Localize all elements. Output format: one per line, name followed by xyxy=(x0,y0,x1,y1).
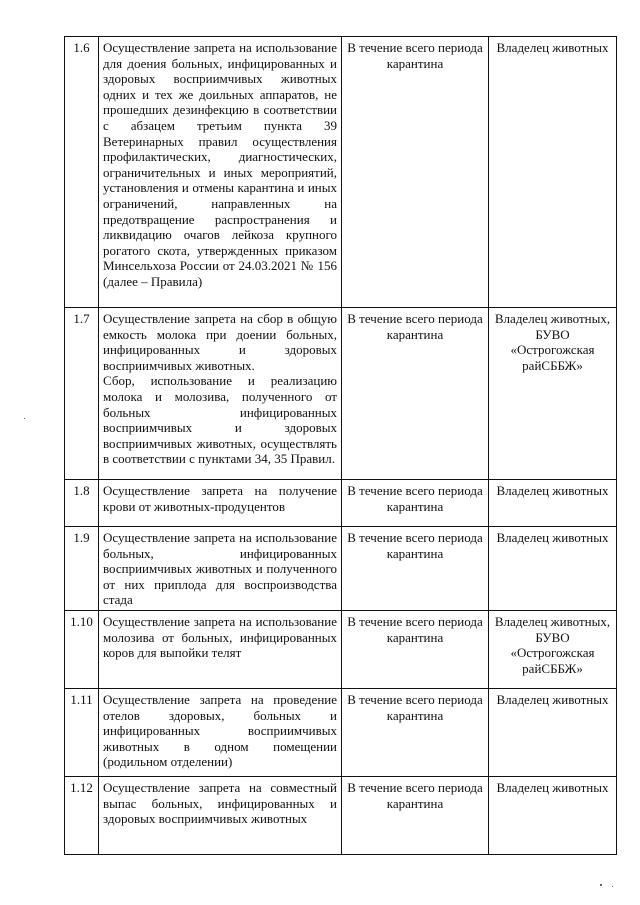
table-row xyxy=(65,776,617,854)
row-number: 1.10 xyxy=(65,610,99,688)
scan-speck xyxy=(24,418,25,419)
scan-speck xyxy=(612,886,613,887)
measure-description: Осуществление запрета на получение крови от животных-продуцентов xyxy=(99,480,342,527)
measure-description: Осуществление запрета на использование для доения больных, инфицированных и здоровых восприимчивых животных одних и тех же доильных аппаратов, не прошедших дезинфекцию в соответствии с абзацем третьим пункта 39 Ветеринарных правил осуществления профилактических, диагностических, ограничительных и иных мероприятий, установления и отмены карантина и иных ограничений, направленных на предотвращение распространения и ликвидацию очагов лейкоза крупного рогатого скота, утвержденных приказом Минсельхоза России от 24.03.2021 № 156 (далее – Правила) xyxy=(99,37,342,308)
row-number: 1.6 xyxy=(65,37,99,308)
measure-term: В течение всего периода карантина xyxy=(342,610,489,688)
responsible-party: Владелец животных xyxy=(489,480,617,527)
responsible-party: Владелец животных xyxy=(489,688,617,776)
measure-description: Осуществление запрета на использование больных, инфицированных восприимчивых животных и полученного от них приплода для воспроизводства стада xyxy=(99,527,342,611)
table-row xyxy=(65,308,617,480)
responsible-party: Владелец животных xyxy=(489,776,617,854)
responsible-party: Владелец животных, БУВО «Острогожская райСББЖ» xyxy=(489,610,617,688)
measure-description: Осуществление запрета на использование молозива от больных, инфицированных коров для выпойки телят xyxy=(99,610,342,688)
row-number: 1.11 xyxy=(65,688,99,776)
row-number: 1.8 xyxy=(65,480,99,527)
table-row xyxy=(65,480,617,527)
table-row xyxy=(65,610,617,688)
measure-term: В течение всего периода карантина xyxy=(342,776,489,854)
measure-term: В течение всего периода карантина xyxy=(342,480,489,527)
table-row xyxy=(65,37,617,308)
measure-term: В течение всего периода карантина xyxy=(342,527,489,611)
quarantine-measures-table xyxy=(64,36,617,855)
table-row xyxy=(65,688,617,776)
responsible-party: Владелец животных, БУВО «Острогожская райСББЖ» xyxy=(489,308,617,480)
row-number: 1.12 xyxy=(65,776,99,854)
responsible-party: Владелец животных xyxy=(489,37,617,308)
row-number: 1.9 xyxy=(65,527,99,611)
measure-term: В течение всего периода карантина xyxy=(342,688,489,776)
scan-speck xyxy=(600,884,602,886)
row-number: 1.7 xyxy=(65,308,99,480)
responsible-party: Владелец животных xyxy=(489,527,617,611)
measure-description: Осуществление запрета на сбор в общую емкость молока при доении больных, инфицированных и здоровых восприимчивых животных. Сбор, использование и реализацию молока и молозива, полученного от больных инфицированных восприимчивых и здоровых восприимчивых животных, осуществлять в соответствии с пунктами 34, 35 Правил. xyxy=(99,308,342,480)
measure-description: Осуществление запрета на совместный выпас больных, инфицированных и здоровых восприимчивых животных xyxy=(99,776,342,854)
measure-term: В течение всего периода карантина xyxy=(342,37,489,308)
measure-term: В течение всего периода карантина xyxy=(342,308,489,480)
table-row xyxy=(65,527,617,611)
measure-description: Осуществление запрета на проведение отелов здоровых, больных и инфицированных восприимчивых животных в одном помещении (родильном отделении) xyxy=(99,688,342,776)
